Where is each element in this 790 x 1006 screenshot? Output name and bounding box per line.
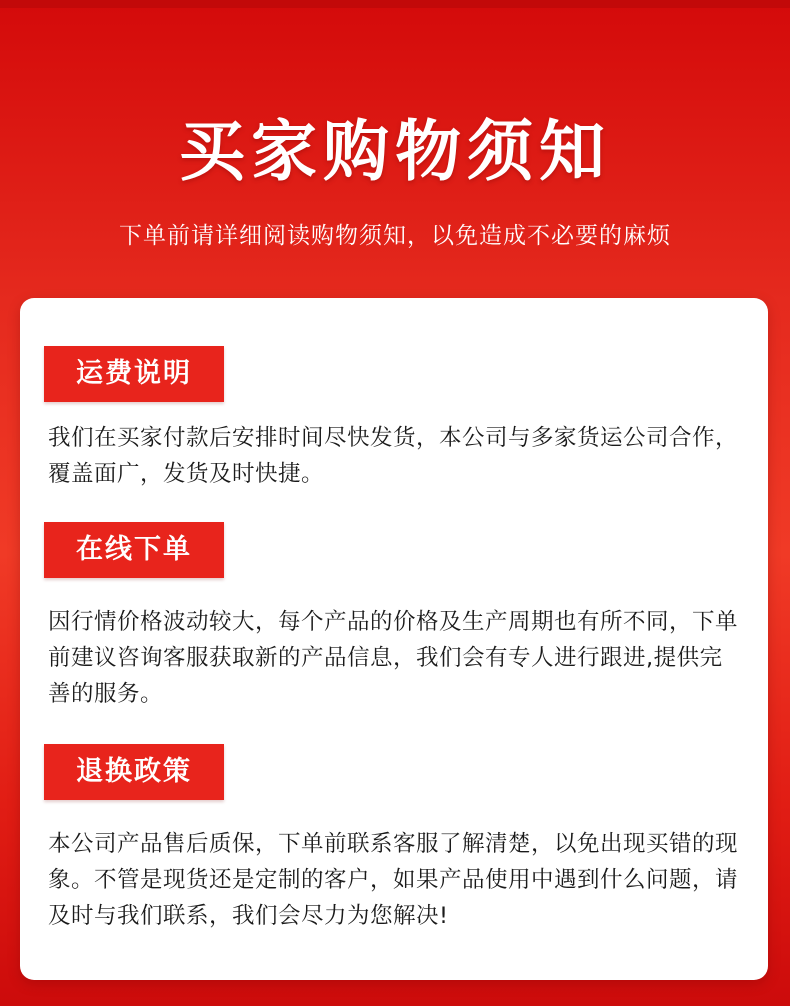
section-text-shipping: 我们在买家付款后安排时间尽快发货，本公司与多家货运公司合作，覆盖面广，发货及时快捷。 xyxy=(48,425,739,487)
page-title: 买家购物须知 xyxy=(179,113,611,190)
section-tag-online-order: 在线下单 xyxy=(44,522,224,578)
section-text-online-order: 因行情价格波动较大，每个产品的价格及生产周期也有所不同，下单前建议咨询客服获取新的产品信息，我们会有专人进行跟进,提供完善的服务。 xyxy=(48,609,739,707)
top-band xyxy=(0,0,790,8)
section-tag-return-policy: 退换政策 xyxy=(44,744,224,800)
page-subtitle: 下单前请详细阅读购物须知，以免造成不必要的麻烦 xyxy=(119,223,671,249)
section-text-return-policy: 本公司产品售后质保，下单前联系客服了解清楚，以免出现买错的现象。不管是现货还是定制的客户，如果产品使用中遇到什么问题，请及时与我们联系，我们会尽力为您解决! xyxy=(48,831,739,929)
section-tag-shipping: 运费说明 xyxy=(44,346,224,402)
notice-card xyxy=(20,298,768,980)
